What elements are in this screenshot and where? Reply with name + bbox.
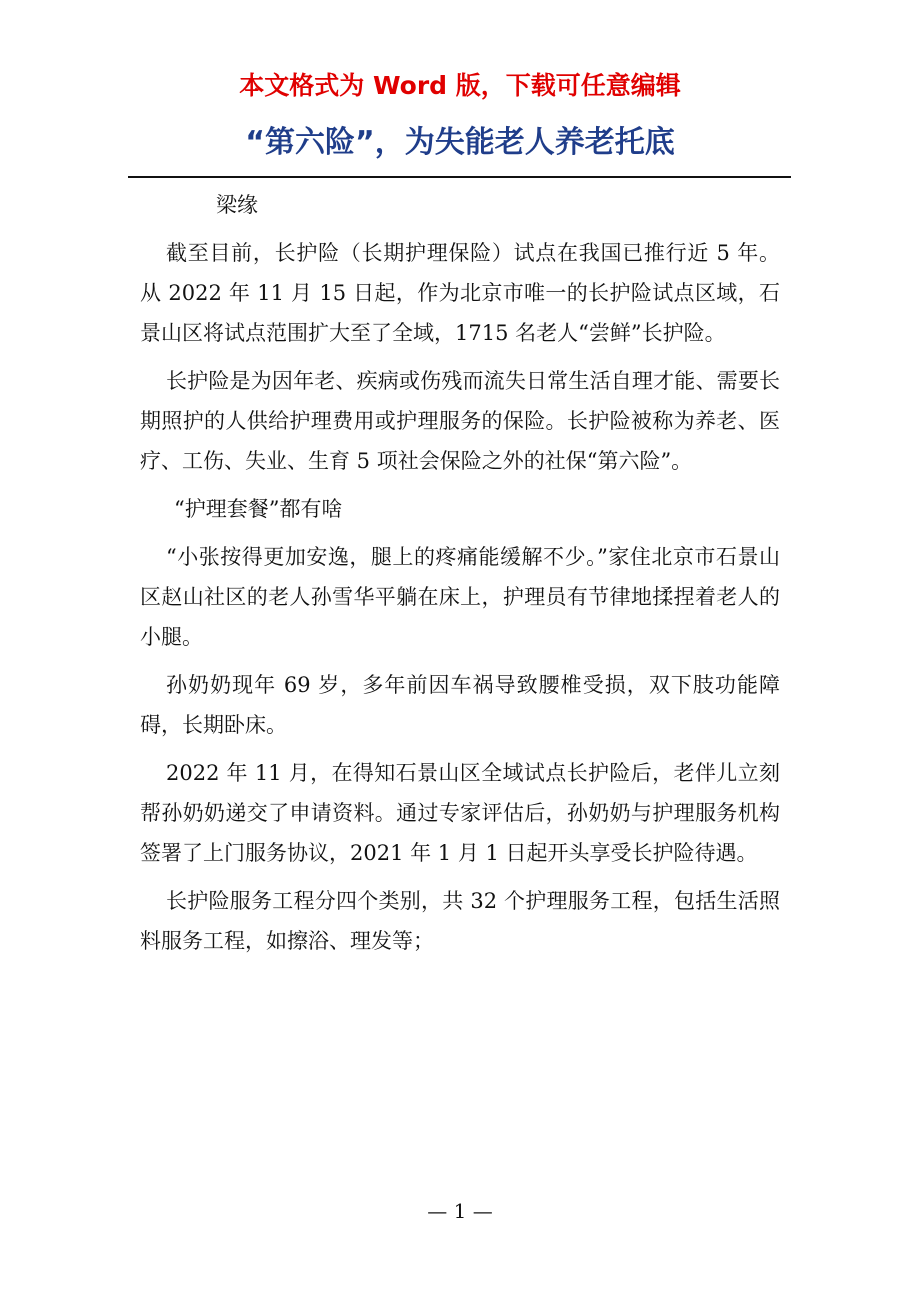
paragraph: 截至目前，长护险（长期护理保险）试点在我国已推行近 5 年。从 2022 年 11 月 15 日起，作为北京市唯一的长护险试点区域，石景山区将试点范围扩大至了全域，1715 名老人“尝鲜”长护险。 xyxy=(140,241,780,345)
article-title: “第六险”，为失能老人养老托底 xyxy=(245,125,675,160)
title-divider xyxy=(128,176,791,178)
paragraph: “小张按得更加安逸，腿上的疼痛能缓解不少。”家住北京市石景山区赵山社区的老人孙雪华平躺在床上，护理员有节律地揉捏着老人的小腿。 xyxy=(140,545,780,649)
format-notice: 本文格式为 Word 版，下载可任意编辑 xyxy=(239,71,681,100)
article-body xyxy=(140,185,780,969)
section-subheading: “护理套餐”都有啥 xyxy=(174,497,343,521)
paragraph: 长护险服务工程分四个类别，共 32 个护理服务工程，包括生活照料服务工程，如擦浴、理发等； xyxy=(140,889,780,953)
paragraph: 2022 年 11 月，在得知石景山区全域试点长护险后，老伴儿立刻帮孙奶奶递交了申请资料。通过专家评估后，孙奶奶与护理服务机构签署了上门服务协议，2021 年 1 月 1 日起开头享受长护险待遇。 xyxy=(140,761,780,865)
paragraph: 孙奶奶现年 69 岁，多年前因车祸导致腰椎受损，双下肢功能障碍，长期卧床。 xyxy=(140,673,780,737)
paragraph: 长护险是为因年老、疾病或伤残而流失日常生活自理才能、需要长期照护的人供给护理费用或护理服务的保险。长护险被称为养老、医疗、工伤、失业、生育 5 项社会保险之外的社保“第六险”。 xyxy=(140,369,780,473)
author-name: 梁缘 xyxy=(216,193,258,217)
page-number: — 1 — xyxy=(427,1199,493,1223)
